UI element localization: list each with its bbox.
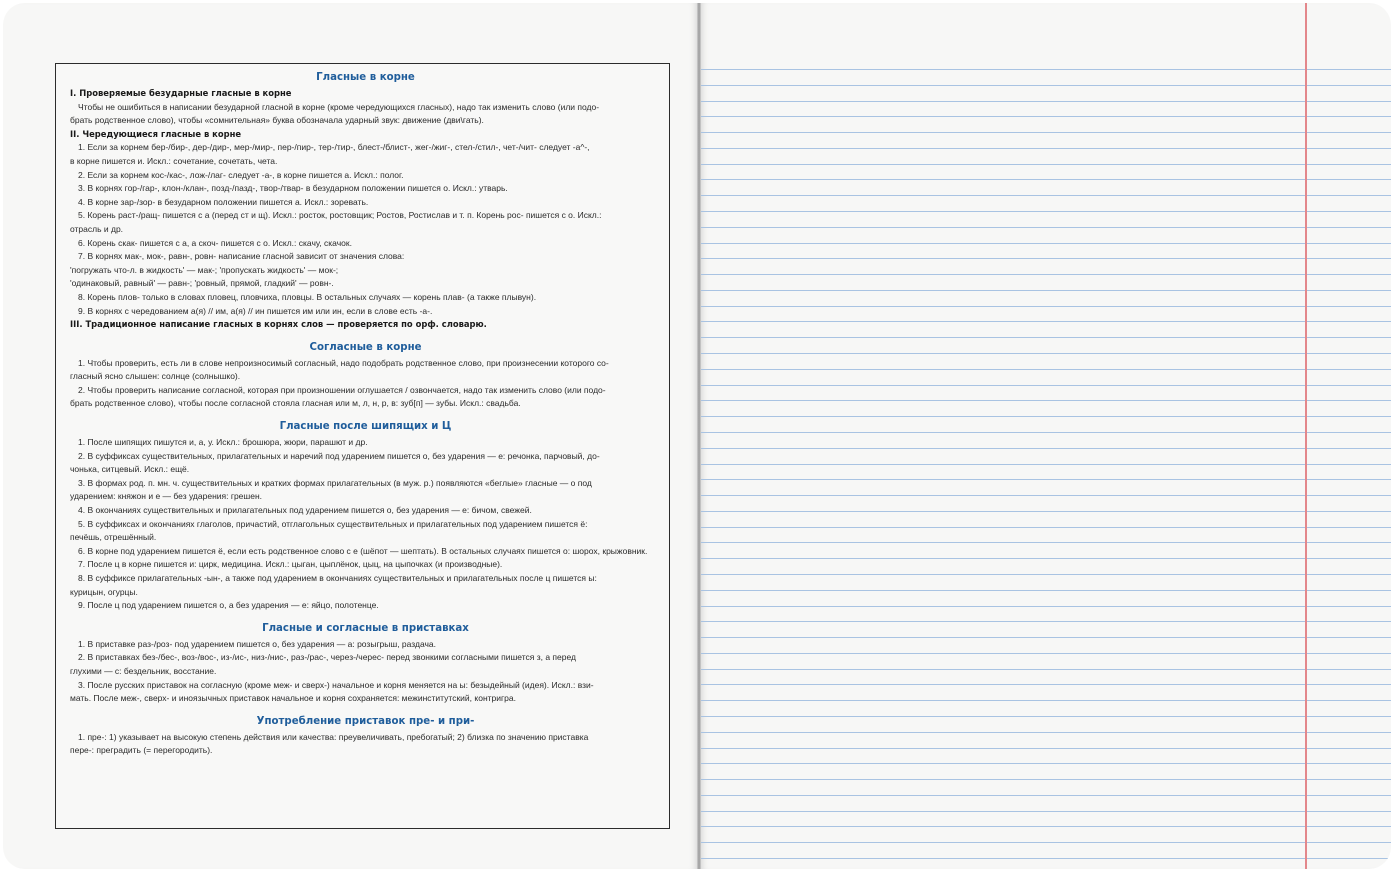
rule-text-line: 2. В приставках без-/бес-, воз-/вос-, из-/ис-, низ-/нис-, раз-/рас-, через-/черес- перед звонкими согласными пишется з, а перед (78, 652, 576, 663)
rule-text-line: 9. В корнях с чередованием а(я) // им, а(я) // ин пишется им или ин, если в слове есть -а-. (78, 305, 433, 316)
subsection-heading: I. Проверяемые безударные гласные в корне (70, 88, 292, 98)
ruled-line (701, 148, 1391, 149)
ruled-line (701, 495, 1391, 496)
left-page (3, 3, 697, 869)
ruled-line (701, 700, 1391, 701)
rule-text-line: брать родственное слово), чтобы «сомнительная» буква обозначала ударный звук: движение (дви\гать). (70, 115, 484, 126)
ruled-line (701, 558, 1391, 559)
rule-text-line: 1. После шипящих пишутся и, а, у. Искл.: брошюра, жюри, парашют и др. (78, 437, 368, 448)
rule-text-line: 6. В корне под ударением пишется ё, если есть родственное слово с е (шёпот — шептать). В остальных случаях пишется о: шорох, крыжовник. (78, 545, 648, 556)
rule-text-line: ударением: княжон и е — без ударения: грешен. (70, 491, 262, 502)
section-heading: Гласные в корне (316, 72, 415, 83)
rule-text-line: 7. После ц в корне пишется и: цирк, медицина. Искл.: цыган, цыплёнок, цыц, на цыпочках (и производные). (78, 559, 503, 570)
ruled-line (701, 795, 1391, 796)
right-page-ruled (701, 3, 1391, 869)
rule-text-line: 2. Чтобы проверить написание согласной, которая при произношении оглушается / озвончается, надо так изменить слово (или подо- (78, 384, 606, 395)
rule-text-line: 3. После русских приставок на согласную (кроме меж- и сверх-) начальное и корня меняется на ы: безыдейный (идея). Искл.: взи- (78, 679, 594, 690)
rule-text-line: глухими — с: бездельник, восстание. (70, 665, 217, 676)
ruled-line (701, 511, 1391, 512)
rule-text-line: чонька, ситцевый. Искл.: ещё. (70, 464, 190, 475)
ruled-line (701, 574, 1391, 575)
ruled-line (701, 590, 1391, 591)
ruled-line (701, 400, 1391, 401)
rule-text-line: 1. Чтобы проверить, есть ли в слове непроизносимый согласный, надо подобрать родственное слово, при произнесении которого со- (78, 357, 609, 368)
rule-text-line: пере-: преградить (= перегородить). (70, 745, 213, 756)
ruled-lines (701, 3, 1391, 869)
ruled-line (701, 416, 1391, 417)
rule-text-line: 8. В суффиксе прилагательных -ын-, а также под ударением в окончаниях существительных и прилагательных после ц пишется ы: (78, 573, 597, 583)
ruled-line (701, 385, 1391, 386)
ruled-line (701, 763, 1391, 764)
section-heading: Гласные и согласные в приставках (262, 622, 469, 634)
ruled-line (701, 527, 1391, 528)
ruled-line (701, 826, 1391, 827)
ruled-line (701, 290, 1391, 291)
rule-text-line: Чтобы не ошибиться в написании безударной гласной в корне (кроме чередующихся гласных), надо так изменить слово (или подо- (78, 101, 600, 112)
rule-text-line: 'погружать что-л. в жидкость' — мак-; 'пропускать жидкость' — мок-; (70, 264, 339, 275)
ruled-line (701, 732, 1391, 733)
rule-text-line: 6. Корень скак- пишется с а, а скоч- пишется с о. Искл.: скачу, скачок. (78, 237, 352, 248)
ruled-line (701, 243, 1391, 244)
ruled-line (701, 637, 1391, 638)
rule-text-line: 5. Корень раст-/ращ- пишется с а (перед ст и щ). Искл.: росток, ростовщик; Ростов, Ростислав и т. п. Корень рос- пишется с о. Искл.: (78, 210, 602, 221)
ruled-line (701, 101, 1391, 102)
ruled-line (701, 258, 1391, 259)
ruled-line (701, 164, 1391, 165)
ruled-line (701, 116, 1391, 117)
ruled-line (701, 779, 1391, 780)
section-heading: Употребление приставок пре- и при- (256, 715, 475, 727)
rule-text-line: 'одинаковый, равный' — равн-; 'ровный, прямой, гладкий' — ровн-. (70, 278, 334, 289)
ruled-line (701, 211, 1391, 212)
rule-text-line: 1. В приставке раз-/роз- под ударением пишется о, без ударения — а: розыгрыш, раздача. (78, 638, 437, 649)
ruled-line (701, 621, 1391, 622)
ruled-line (701, 353, 1391, 354)
ruled-line (701, 369, 1391, 370)
ruled-line (701, 195, 1391, 196)
ruled-line (701, 337, 1391, 338)
ruled-line (701, 716, 1391, 717)
rule-text-line: в корне пишется и. Искл.: сочетание, сочетать, чета. (70, 155, 278, 166)
ruled-line (701, 748, 1391, 749)
rule-text-line: 4. В окончаниях существительных и прилагательных под ударением пишется о, без ударения — е: бичом, свежей. (78, 505, 532, 516)
ruled-line (701, 274, 1391, 275)
ruled-line (701, 448, 1391, 449)
rule-text-line: курицын, огурцы. (70, 586, 138, 597)
ruled-line (701, 321, 1391, 322)
ruled-line (701, 842, 1391, 843)
rule-text-line: 9. После ц под ударением пишется о, а без ударения — е: яйцо, полотенце. (78, 600, 379, 611)
ruled-line (701, 542, 1391, 543)
ruled-line (701, 606, 1391, 607)
rule-text-line: 2. В суффиксах существительных, прилагательных и наречий под ударением пишется о, без ударения — е: речонка, парчовый, до- (78, 450, 600, 461)
ruled-line (701, 179, 1391, 180)
rule-text-line: 2. Если за корнем кос-/кас-, лож-/лаг- следует -а-, в корне пишется а. Искл.: полог. (78, 169, 404, 180)
ruled-line (701, 432, 1391, 433)
rule-text-line: 3. В формах род. п. мн. ч. существительных и кратких формах прилагательных (в муж. р.) появляются «беглые» гласные — о под (78, 477, 592, 488)
ruled-line (701, 858, 1391, 859)
rule-text-line: 1. пре-: 1) указывает на высокую степень действия или качества: преувеличивать, пребогатый; 2) близка по значению приставка (78, 731, 589, 742)
margin-line (1305, 3, 1307, 869)
subsection-heading: III. Традиционное написание гласных в корнях слов — проверяется по орф. словарю. (70, 319, 487, 330)
ruled-line (701, 479, 1391, 480)
ruled-line (701, 653, 1391, 654)
rule-text-line: 7. В корнях мак-, мок-, равн-, ровн- написание гласной зависит от значения слова: (78, 251, 405, 262)
ruled-line (701, 684, 1391, 685)
ruled-line (701, 306, 1391, 307)
ruled-line (701, 85, 1391, 86)
ruled-line (701, 464, 1391, 465)
rule-text-line: брать родственное слово), чтобы после согласной стояла гласная или м, л, н, р, в: зуб[п] — зубы. Искл.: свадьба. (70, 398, 521, 409)
rule-text-line: гласный ясно слышен: солнце (солнышко). (70, 371, 241, 382)
ruled-line (701, 669, 1391, 670)
rule-text-line: 3. В корнях гор-/гар-, клон-/клан-, позд-/пазд-, твор-/твар- в безударном положении пишется о. Искл.: утварь. (78, 183, 508, 194)
ruled-line (701, 132, 1391, 133)
rule-text-line: печёшь, отрешённый. (70, 532, 157, 543)
section-heading: Гласные после шипящих и Ц (279, 421, 452, 433)
ruled-line (701, 811, 1391, 812)
rule-text-line: отрасль и др. (70, 223, 124, 234)
rule-text-line: 4. В корне зар-/зор- в безударном положении пишется а. Искл.: зоревать. (78, 196, 369, 207)
section-heading: Согласные в корне (309, 341, 422, 353)
ruled-line (701, 227, 1391, 228)
rule-text-line: мать. После меж-, сверх- и иноязычных приставок начальное и корня сохраняется: межинститутский, контригра. (70, 693, 516, 704)
rules-reference-box (55, 63, 670, 829)
ruled-line (701, 69, 1391, 70)
rule-text-line: 5. В суффиксах и окончаниях глаголов, причастий, отглагольных существительных и прилагательных под ударением пишется ё: (78, 518, 588, 529)
rule-text-line: 8. Корень плов- только в словах пловец, пловчиха, пловцы. В остальных случаях — корень плав- (а также плывун). (78, 291, 537, 302)
subsection-heading: II. Чередующиеся гласные в корне (70, 128, 242, 139)
rule-text-line: 1. Если за корнем бер-/бир-, дер-/дир-, мер-/мир-, пер-/пир-, тер-/тир-, блест-/блист-, жег-/жиг-, стел-/стил-, чет-/чит- следует -а^-, (78, 142, 590, 153)
